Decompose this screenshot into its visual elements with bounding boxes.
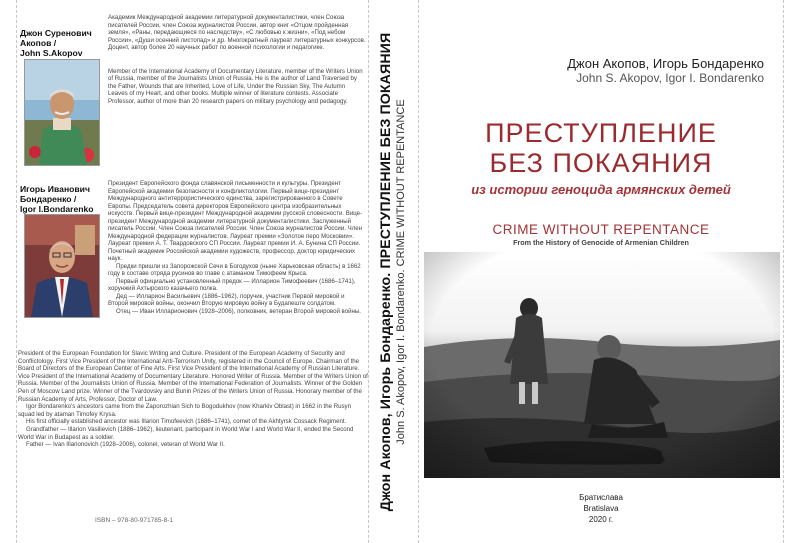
author2-bio-en-para: Igor Bondarenko's ancestors came from the Zaporozhian Sich to Bogodukhov (now Kharkiv Oblast) in 1662 in the Rusyn squad led by ataman Timofey Krysa.: [18, 403, 351, 418]
author1-name-line: Акопов /: [20, 38, 57, 48]
publication-year: 2020 г.: [588, 515, 614, 524]
author2-bio-ru-para: Предки пришли из Запорожской Сечи в Богодухов (ныне Харьковская область) в 1662 году в составе отряда русинов во главе с атаманом Тимофеем Крыса.: [108, 262, 361, 277]
author2-bio-ru-para: Первый официально установленный предок — Илларион Тимофеевич (1686–1741), хорунжий Ахтырского казачьего полка.: [108, 277, 356, 292]
trim-line-left: [16, 0, 17, 543]
author1-bio: [108, 14, 366, 111]
front-authors-ru: Джон Акопов, Игорь Бондаренко: [567, 56, 764, 71]
author2-name-line: Бондаренко /: [20, 194, 77, 204]
trim-line-spine-right: [418, 0, 419, 543]
back-cover: [18, 14, 366, 534]
author2-bio-en: [18, 350, 368, 449]
author1-name-line: John S.Akopov: [20, 48, 83, 58]
spine-text: [378, 22, 408, 522]
author1-bio-en: Member of the International Academy of Documentary Literature, member of the Writers Union of Russia, member of the Journalists Union of Russia. He is the author of Land Traversed by the Father, Wounds that are Inherited, Love of Life, Under the Russian Sky, The Autumn Leaves of my Heart, and other books. Multiple winner of literature contests. Associate Professor, author of more than 20 research papers on military psychology and pedagogy.: [108, 67, 363, 105]
trim-line-right: [783, 0, 784, 543]
front-title-en: CRIME WITHOUT REPENTANCE: [492, 222, 710, 237]
author2-name: [20, 184, 102, 214]
city-en: Bratislava: [583, 504, 619, 513]
spine-title: Джон Акопов, Игорь Бондаренко. ПРЕСТУПЛЕНИЕ БЕЗ ПОКАЯНИЯ: [378, 32, 394, 511]
author2-bio-ru-para: Отец — Иван Илларионович (1928–2006), полковник, ветеран Второй мировой войны.: [116, 307, 361, 315]
author2-portrait-image: [25, 215, 99, 317]
front-authors-en: John S. Akopov, Igor I. Bondarenko: [576, 71, 764, 85]
author1-portrait-image: [25, 60, 99, 165]
city-ru: Братислава: [579, 493, 623, 502]
author2-bio-en-para: Father — Ivan Illarionovich (1928–2006), colonel, veteran of World War II.: [26, 441, 225, 449]
publication-info: [420, 492, 782, 525]
front-subtitle-ru: из истории геноцида армянских детей: [471, 182, 731, 197]
front-cover: [420, 0, 782, 543]
author2-bio-en-para: His first officially established ancestor was Illarion Timofeevich (1686–1741), cornet of the Akhtyrsk Cossack Regiment.: [26, 418, 347, 426]
front-title-ru: [420, 118, 782, 178]
author2-photo: [24, 214, 100, 318]
author2-bio-en-para: Grandfather — Illarion Vasilievich (1886–1962), lieutenant, participant in World War I and World War II, ended the Second World War in Budapest as a soldier.: [18, 425, 354, 441]
author2-bio-ru-para: Президент Европейского фонда славянской письменности и культуры. Президент Европейской академии безопасности и конфликтологии. Первый вице-президент Международного антитеррористического единства, зарегистрированного в Совете Европы. Председатель совета директоров Европейского центра изобразительных искусств. Первый вице-президент Международной академии русской словесности. Вице-президент Международной академии литературной документалистики. Заслуженный писатель России. Член Союза писателей России. Член Союза журналистов России. Член Международной федерации журналистов. Лауреат премии «Золотое перо Московии». Лауреат премии А. Т. Твардовского СП России. Лауреат премии И. А. Бунина СП России. Почетный академик Российской академии художеств, профессор, доктор юридических наук.: [108, 180, 363, 262]
author2-bio-ru-para: Дед — Илларион Васильевич (1886–1962), поручик, участник Первой мировой и Второй мировой войны, окончил Вторую мировую войну в Будапеште солдатом.: [108, 292, 345, 307]
historical-photo-image: [424, 252, 780, 478]
author1-name-line: Джон Суренович: [20, 28, 92, 38]
author1-name: [20, 28, 102, 58]
isbn: ISBN – 978-80-971785-8-1: [95, 517, 174, 524]
front-subtitle-en: From the History of Genocide of Armenian Children: [513, 238, 689, 247]
spine: [369, 0, 417, 543]
front-title-ru-line: БЕЗ ПОКАЯНИЯ: [489, 148, 713, 178]
front-authors: [567, 56, 764, 85]
author2-bio-en-para: President of the European Foundation for Slavic Writing and Culture. President of the European Academy of Security and Conflictology. First Vice President of the International Anti-Terrorism Unity, registered in the Council of Europe. Chairman of the Board of Directors of the European Center of Fine Arts. First Vice President of the International Academy of Russian Literature. Vice President of the International Academy of Documentary Literature. Honored Writer of Russia. Member of the Writers Union of Russia. Member of the Journalists Union of Russia. Member of the International Federation of Journalists. Winner of the Golden Pen of Moscow Land prize. Winner of the Tvardovsky and Bunin Prizes of the Writers Union of Russia. Honorary member of the Russian Academy of Arts, Professor, Doctor of Law.: [18, 350, 368, 403]
author2-name-line: Igor I.Bondarenko: [20, 204, 94, 214]
author2-bio-ru: [108, 180, 366, 315]
author2-name-line: Игорь Иванович: [20, 184, 90, 194]
cover-photo: [424, 252, 780, 478]
author1-bio-ru: Академик Международной академии литературной документалистики, член Союза писателей России, член Союза журналистов России, автор книг «Отцом пройденная земля», «Раны, передающиеся по наследству», «С любовью к жизни», «Под небом России», «Души осенний листопад» и др. Многократный лауреат литературных конкурсов. Доцент, автор более 20 научных работ по военной психологии и педагогике.: [108, 14, 366, 51]
front-title-ru-line: ПРЕСТУПЛЕНИЕ: [485, 118, 717, 148]
author1-photo: [24, 59, 100, 166]
spine-subtitle: John S. Akopov, Igor I. Bondarenko. CRIME WITHOUT REPENTANCE: [395, 98, 407, 445]
